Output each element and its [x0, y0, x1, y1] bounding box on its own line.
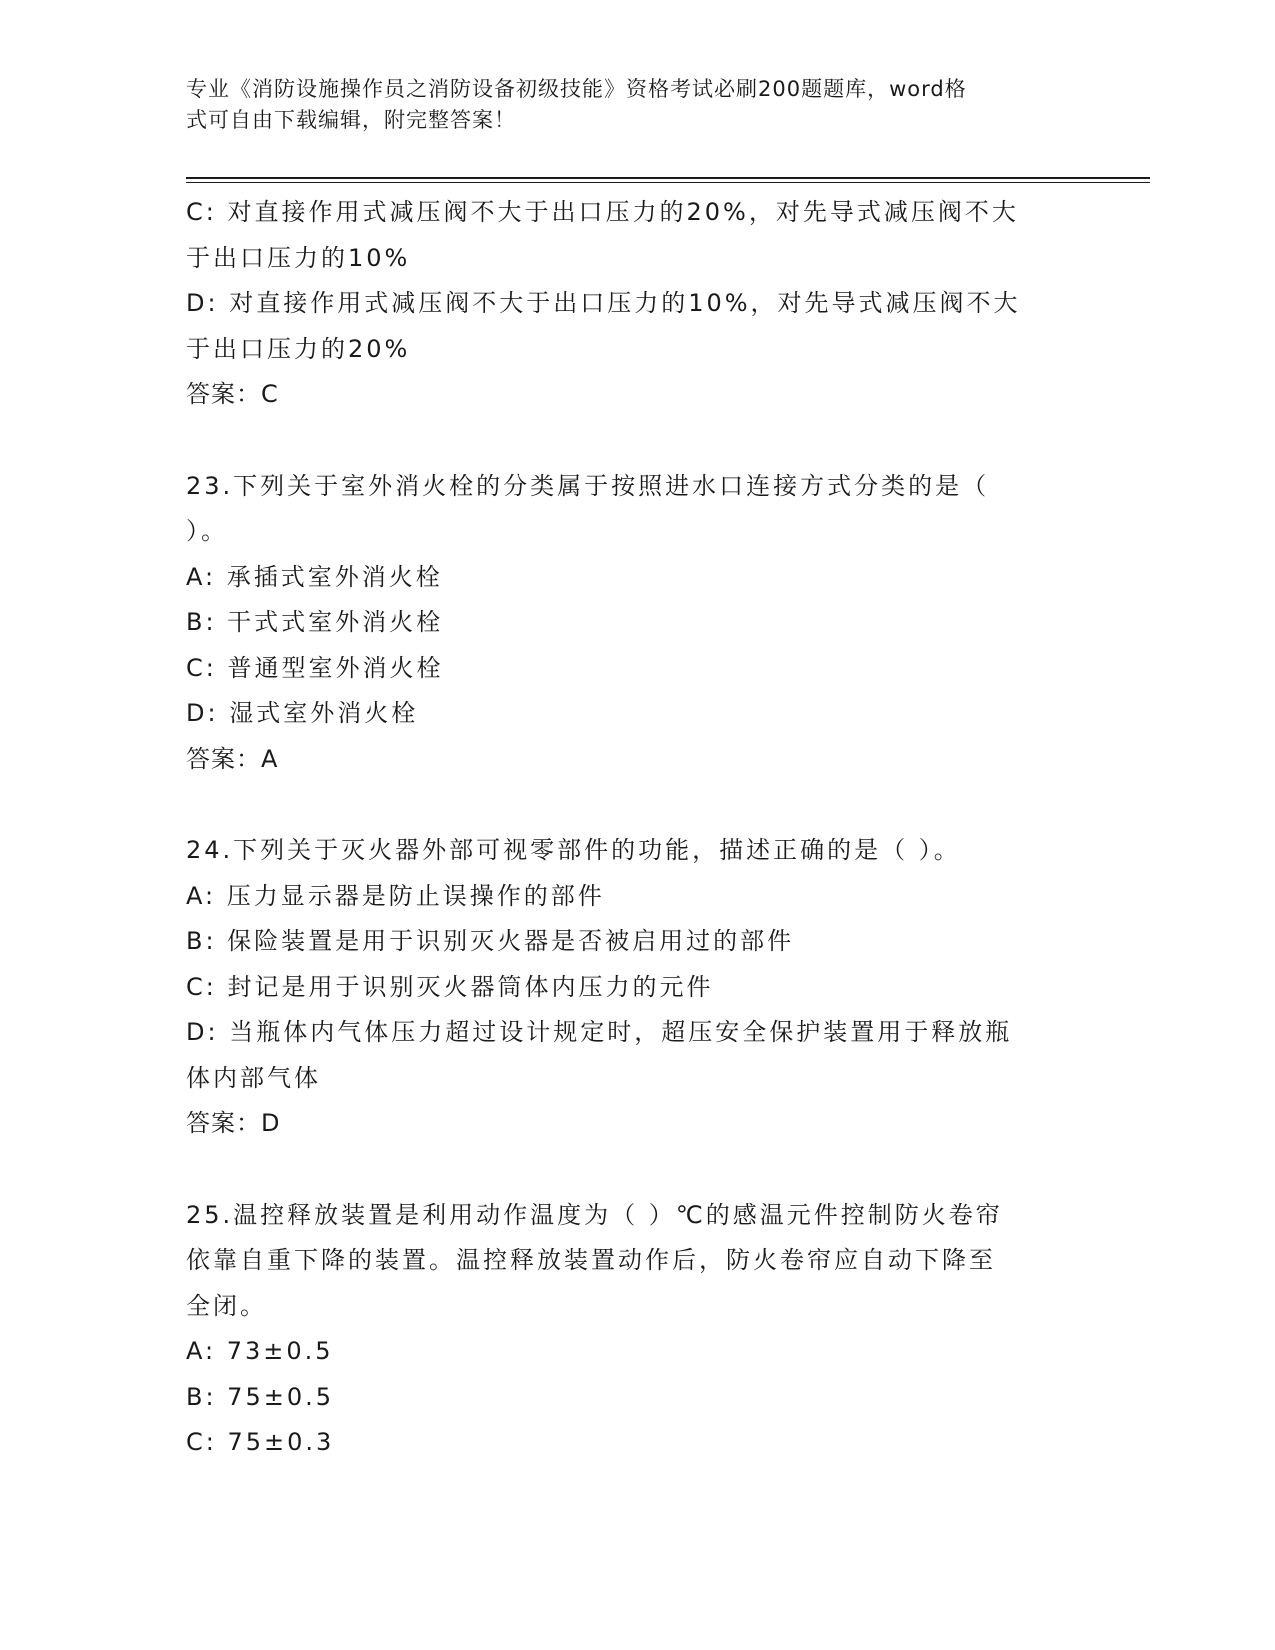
spacer	[186, 418, 1066, 464]
header-rule-thick	[186, 177, 1150, 179]
option-b: B: 75±0.5	[186, 1382, 334, 1411]
question-25	[186, 1193, 1066, 1466]
option-c-line-1: C: 对直接作用式减压阀不大于出口压力的20%，对先导式减压阀不大	[186, 198, 1019, 226]
option-d-line-2: 体内部气体	[186, 1063, 321, 1092]
document-header	[186, 74, 1066, 136]
question-stem-line-3: 全闭。	[186, 1291, 267, 1320]
answer: 答案：A	[186, 744, 279, 773]
answer: 答案：C	[186, 380, 279, 408]
spacer	[186, 782, 1066, 828]
option-d: D: 湿式室外消火栓	[186, 699, 419, 727]
question-stem-line-1: 24.下列关于灭火器外部可视零部件的功能，描述正确的是（ ）。	[186, 836, 961, 864]
question-stem-line-2: ）。	[186, 517, 228, 545]
spacer	[186, 1147, 1066, 1193]
question-23	[186, 464, 1066, 783]
option-d-line-2: 于出口压力的20%	[186, 334, 411, 363]
question-24	[186, 828, 1066, 1147]
header-rule-thin	[186, 182, 1150, 183]
answer: 答案：D	[186, 1109, 281, 1137]
question-22	[186, 190, 1066, 418]
option-c: C: 普通型室外消火栓	[186, 653, 444, 682]
header-line-1: 专业《消防设施操作员之消防设备初级技能》资格考试必刷200题题库，word格	[186, 77, 967, 101]
header-line-2: 式可自由下载编辑，附完整答案！	[186, 108, 516, 132]
option-b: B: 保险装置是用于识别灭火器是否被启用过的部件	[186, 927, 795, 955]
question-stem-line-1: 25.温控释放装置是利用动作温度为（ ）℃的感温元件控制防火卷帘	[186, 1200, 1003, 1229]
option-c-line-2: 于出口压力的10%	[186, 243, 411, 272]
option-c: C: 封记是用于识别灭火器筒体内压力的元件	[186, 972, 714, 1001]
option-a: A: 压力显示器是防止误操作的部件	[186, 881, 605, 910]
document-body	[186, 190, 1066, 1466]
option-c: C: 75±0.3	[186, 1428, 335, 1456]
option-a: A: 73±0.5	[186, 1337, 334, 1365]
option-a: A: 承插式室外消火栓	[186, 562, 443, 591]
option-b: B: 干式式室外消火栓	[186, 608, 444, 636]
question-stem-line-2: 依靠自重下降的装置。温控释放装置动作后，防火卷帘应自动下降至	[186, 1246, 996, 1274]
option-d-line-1: D: 对直接作用式减压阀不大于出口压力的10%，对先导式减压阀不大	[186, 289, 1021, 317]
option-d-line-1: D: 当瓶体内气体压力超过设计规定时，超压安全保护装置用于释放瓶	[186, 1018, 1013, 1046]
question-stem-line-1: 23.下列关于室外消火栓的分类属于按照进水口连接方式分类的是（	[186, 471, 990, 500]
